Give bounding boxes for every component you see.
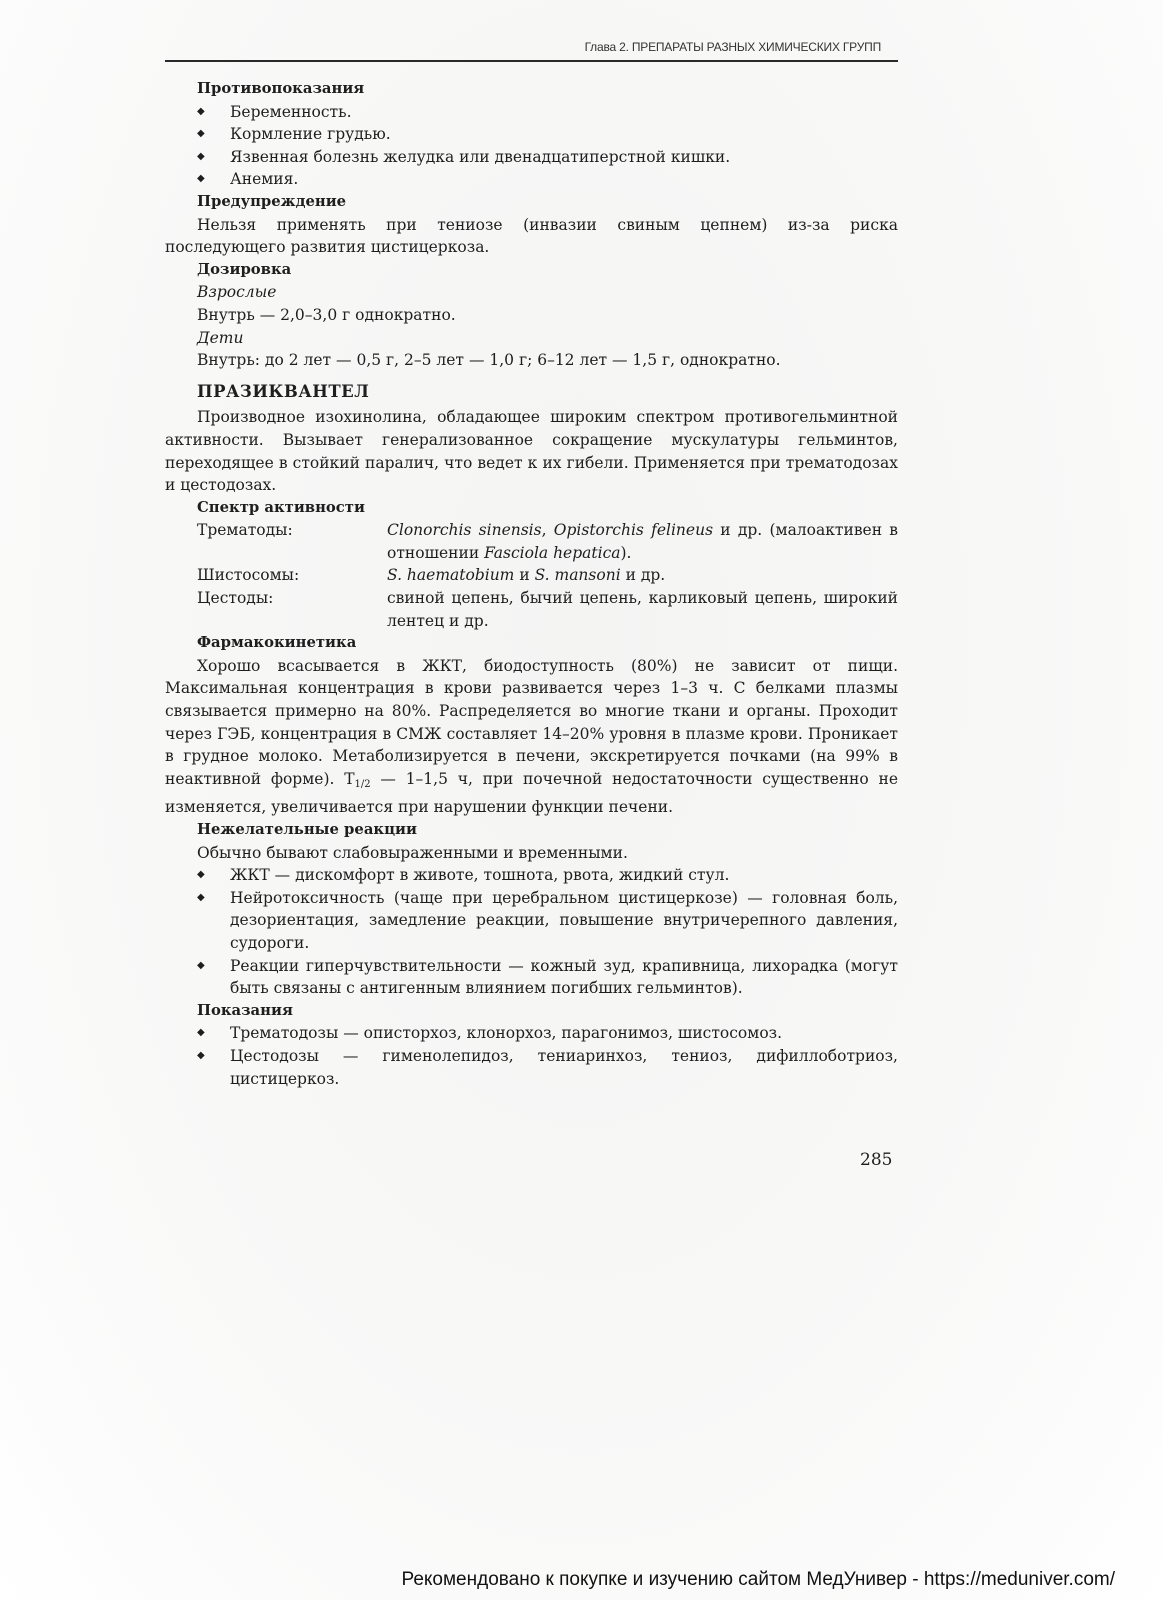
running-head: Глава 2. ПРЕПАРАТЫ РАЗНЫХ ХИМИЧЕСКИХ ГРУПП — [584, 40, 881, 54]
warning-heading: Предупреждение — [197, 192, 347, 210]
pharmacokinetics-text: Хорошо всасывается в ЖКТ, биодоступность (80%) не зависит от пищи. Максимальная концентрация в крови развивается через 1–3 ч. С белками плазмы связывается примерно на 80%. Распределяется во многие ткани и органы. Проходит через ГЭБ, концентрация в СМЖ составляет 14–20% уровня в плазме крови. Проникает в грудное молоко. Метаболизируется в печени, экскретируется почками (на 99% в неактивной форме). $T_{1/2}$ — 1–1,5 ч, при почечной недостаточности существенно не изменяется, увеличивается при нарушении функции печени. — [165, 656, 899, 817]
header-rule — [165, 60, 898, 62]
spectrum-label: Трематоды: — [197, 521, 293, 540]
dosage-children-text: Внутрь: до 2 лет — 0,5 г, 2–5 лет — 1,0 г; 6–12 лет — 1,5 г, однократно. — [197, 351, 781, 370]
bullet-icon: ◆ — [197, 150, 205, 162]
spectrum-value: Clonorchis sinensis, Opistorchis felineus и др. (малоактивен в отношении Fasciola hepatica). — [387, 521, 899, 562]
spectrum-value: свиной цепень, бычий цепень, карликовый цепень, широкий лентец и др. — [387, 589, 898, 630]
page-content — [165, 78, 898, 1090]
footer-recommendation: Рекомендовано к покупке и изучению сайтом МедУнивер - https://meduniver.com/ — [401, 1569, 1115, 1590]
bullet-icon: ◆ — [197, 891, 205, 903]
list-item: ◆ Трематодозы — описторхоз, клонорхоз, парагонимоз, шистосомоз. — [165, 1022, 898, 1045]
list-item: ◆ Язвенная болезнь желудка или двенадцатиперстной кишки. — [165, 146, 898, 169]
spectrum-label: Цестоды: — [197, 589, 274, 608]
bullet-icon: ◆ — [197, 105, 205, 117]
list-item: ◆ ЖКТ — дискомфорт в животе, тошнота, рвота, жидкий стул. — [165, 864, 898, 887]
list-item: ◆ Реакции гиперчувствительности — кожный зуд, крапивница, лихорадка (могут быть связаны с антигенным влиянием погибших гельминтов). — [197, 956, 898, 998]
indications-list — [165, 1022, 898, 1090]
adverse-reactions-heading: Нежелательные реакции — [197, 821, 417, 838]
bullet-icon: ◆ — [197, 128, 205, 140]
drug-title: ПРАЗИКВАНТЕЛ — [197, 381, 370, 401]
spectrum-label: Шистосомы: — [197, 566, 300, 585]
list-item: ◆ Анемия. — [165, 168, 898, 191]
adverse-reactions-intro: Обычно бывают слабовыраженными и временными. — [197, 843, 628, 862]
contraindications-heading: Противопоказания — [197, 80, 365, 97]
list-item: ◆ Беременность. — [165, 101, 898, 124]
dosage-adults-text: Внутрь — 2,0–3,0 г однократно. — [197, 305, 456, 324]
spectrum-value: S. haematobium и S. mansoni и др. — [387, 566, 666, 585]
bullet-icon: ◆ — [197, 959, 205, 971]
bullet-icon: ◆ — [197, 869, 205, 881]
warning-text: Нельзя применять при тениозе (инвазии свиным цепнем) из-за риска последующего развития цистицеркоза. — [165, 215, 898, 257]
list-item: ◆ Нейротоксичность (чаще при церебральном цистицеркозе) — головная боль, дезориентация, замедление реакции, повышение внутричерепного давления, судороги. — [197, 888, 898, 952]
dosage-adults-label: Взрослые — [197, 283, 277, 302]
adverse-reactions-list — [165, 864, 898, 1000]
pharmacokinetics-heading: Фармакокинетика — [197, 634, 357, 652]
indications-heading: Показания — [197, 1001, 293, 1019]
list-item: ◆ Кормление грудью. — [165, 123, 898, 146]
dosage-children-label: Дети — [197, 328, 244, 347]
list-item: ◆ Цестодозы — гименолепидоз, тениаринхоз, тениоз, дифиллоботриоз, цистицеркоз. — [197, 1046, 898, 1088]
bullet-icon: ◆ — [197, 173, 205, 185]
spectrum-heading: Спектр активности — [197, 498, 365, 516]
drug-intro: Производное изохинолина, обладающее широким спектром противогельминтной активности. Вызывает генерализованное сокращение мускулатуры гельминтов, переходящее в стойкий паралич, что ведет к их гибели. Применяется при трематодозах и цестодозах. — [165, 408, 898, 495]
dosage-heading: Дозировка — [197, 260, 292, 278]
spectrum-table — [165, 519, 898, 632]
bullet-icon: ◆ — [197, 1049, 205, 1061]
bullet-icon: ◆ — [197, 1027, 205, 1039]
contraindications-list — [165, 101, 898, 191]
page-number: 285 — [860, 1150, 893, 1170]
